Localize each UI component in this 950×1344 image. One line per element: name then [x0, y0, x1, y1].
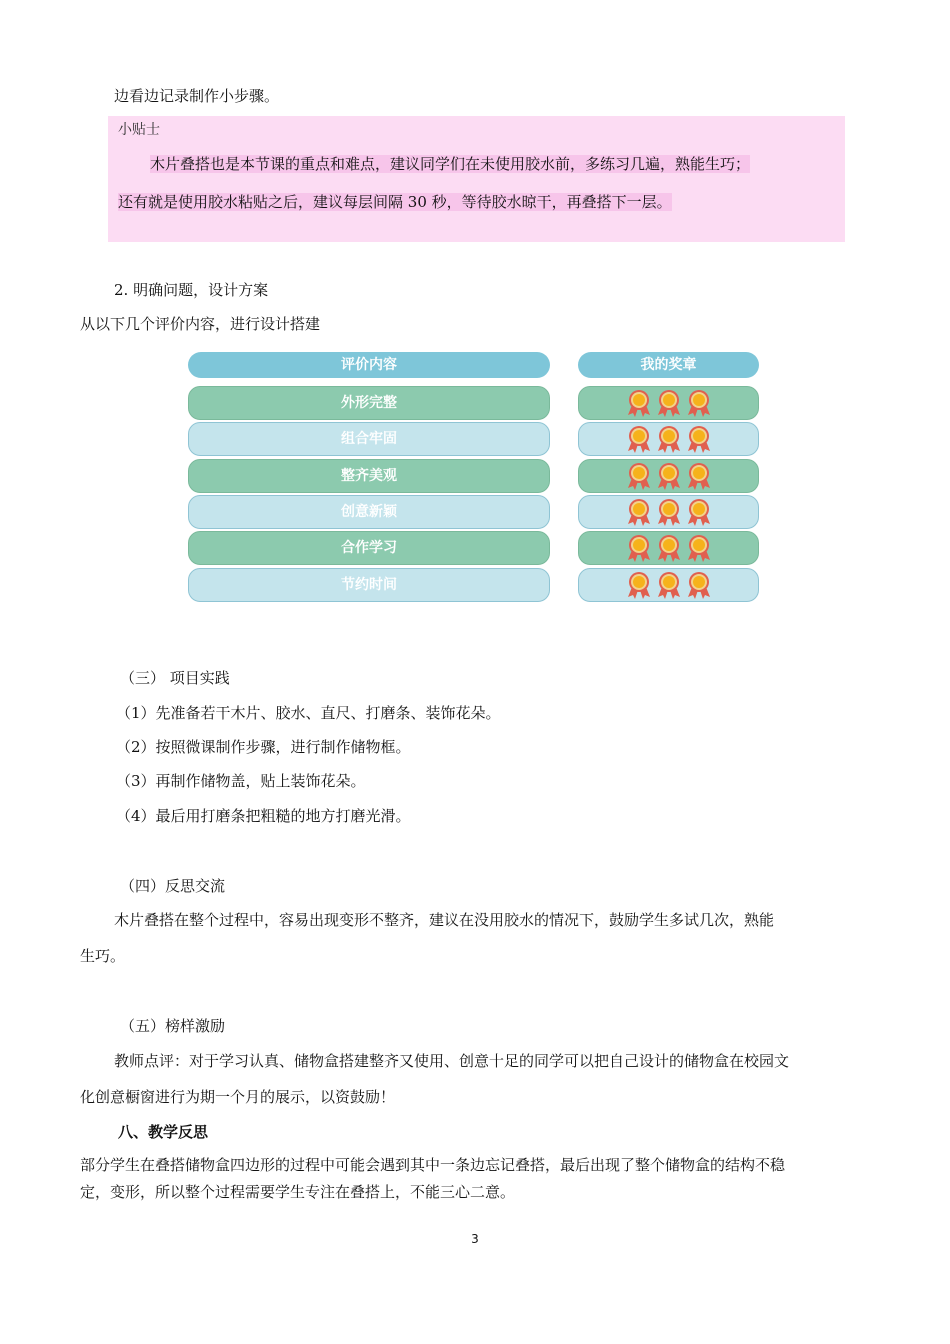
rubric-criterion: 合作学习	[188, 531, 550, 565]
section-5-paragraph-line-2: 化创意橱窗进行为期一个月的展示，以资鼓励！	[80, 1088, 396, 1106]
section-4-title: （四）反思交流	[120, 877, 226, 895]
medal-icon	[626, 462, 652, 490]
section-4-paragraph-line-2: 生巧。	[80, 947, 126, 965]
section-3-item-2: （2）按照微课制作步骤，进行制作储物框。	[116, 738, 411, 756]
rubric-medals	[578, 459, 759, 493]
medal-icon	[656, 425, 682, 453]
rubric-criterion: 外形完整	[188, 386, 550, 420]
section-3-item-1: （1）先准备若干木片、胶水、直尺、打磨条、装饰花朵。	[116, 704, 501, 722]
tips-title: 小贴士	[118, 122, 160, 138]
page-number: 3	[471, 1232, 479, 1246]
medal-icon	[626, 498, 652, 526]
rubric-medals	[578, 495, 759, 529]
medal-icon	[686, 571, 712, 599]
medal-icon	[686, 425, 712, 453]
medal-icon	[656, 389, 682, 417]
tips-paragraph-1: 木片叠搭也是本节课的重点和难点，建议同学们在未使用胶水前，多练习几遍，熟能生巧；	[150, 155, 751, 173]
rubric-criterion: 整齐美观	[188, 459, 550, 493]
rubric-criterion: 创意新颖	[188, 495, 550, 529]
medal-icon	[626, 425, 652, 453]
medal-icon	[656, 571, 682, 599]
rubric-medals	[578, 386, 759, 420]
medal-icon	[686, 389, 712, 417]
medal-icon	[626, 389, 652, 417]
rubric-medals	[578, 568, 759, 602]
medal-icon	[626, 534, 652, 562]
section-5-paragraph-line-1: 教师点评：对于学习认真、储物盒搭建整齐又使用、创意十足的同学可以把自己设计的储物盒在校园文	[114, 1052, 790, 1070]
tips-paragraph-2: 还有就是使用胶水粘贴之后，建议每层间隔 30 秒，等待胶水晾干，再叠搭下一层。	[118, 193, 672, 211]
section-5-title: （五）榜样激励	[120, 1017, 226, 1035]
section-3-item-3: （3）再制作储物盖，贴上装饰花朵。	[116, 772, 366, 790]
rubric-criterion: 组合牢固	[188, 422, 550, 456]
section-3-title: （三） 项目实践	[120, 669, 230, 687]
section-4-paragraph-line-1: 木片叠搭在整个过程中，容易出现变形不整齐，建议在没用胶水的情况下，鼓励学生多试几次，熟能	[114, 911, 775, 929]
tips-box	[108, 116, 845, 242]
line-intro: 边看边记录制作小步骤。	[114, 87, 280, 105]
rubric-criterion: 节约时间	[188, 568, 550, 602]
medal-icon	[626, 571, 652, 599]
medal-icon	[656, 462, 682, 490]
rubric-header-left: 评价内容	[188, 352, 550, 378]
medal-icon	[686, 462, 712, 490]
rubric-medals	[578, 422, 759, 456]
section-3-item-4: （4）最后用打磨条把粗糙的地方打磨光滑。	[116, 807, 411, 825]
section-8-title: 八、教学反思	[118, 1123, 209, 1141]
rubric-medals	[578, 531, 759, 565]
section-8-paragraph-line-1: 部分学生在叠搭储物盒四边形的过程中可能会遇到其中一条边忘记叠搭，最后出现了整个储物盒的结构不稳	[80, 1156, 786, 1174]
section-2-title: 2. 明确问题，设计方案	[114, 281, 269, 299]
medal-icon	[686, 534, 712, 562]
section-8-paragraph-line-2: 定，变形，所以整个过程需要学生专注在叠搭上，不能三心二意。	[80, 1183, 516, 1201]
medal-icon	[656, 534, 682, 562]
section-2-intro: 从以下几个评价内容，进行设计搭建	[80, 315, 321, 333]
medal-icon	[686, 498, 712, 526]
rubric-header-right: 我的奖章	[578, 352, 759, 378]
medal-icon	[656, 498, 682, 526]
